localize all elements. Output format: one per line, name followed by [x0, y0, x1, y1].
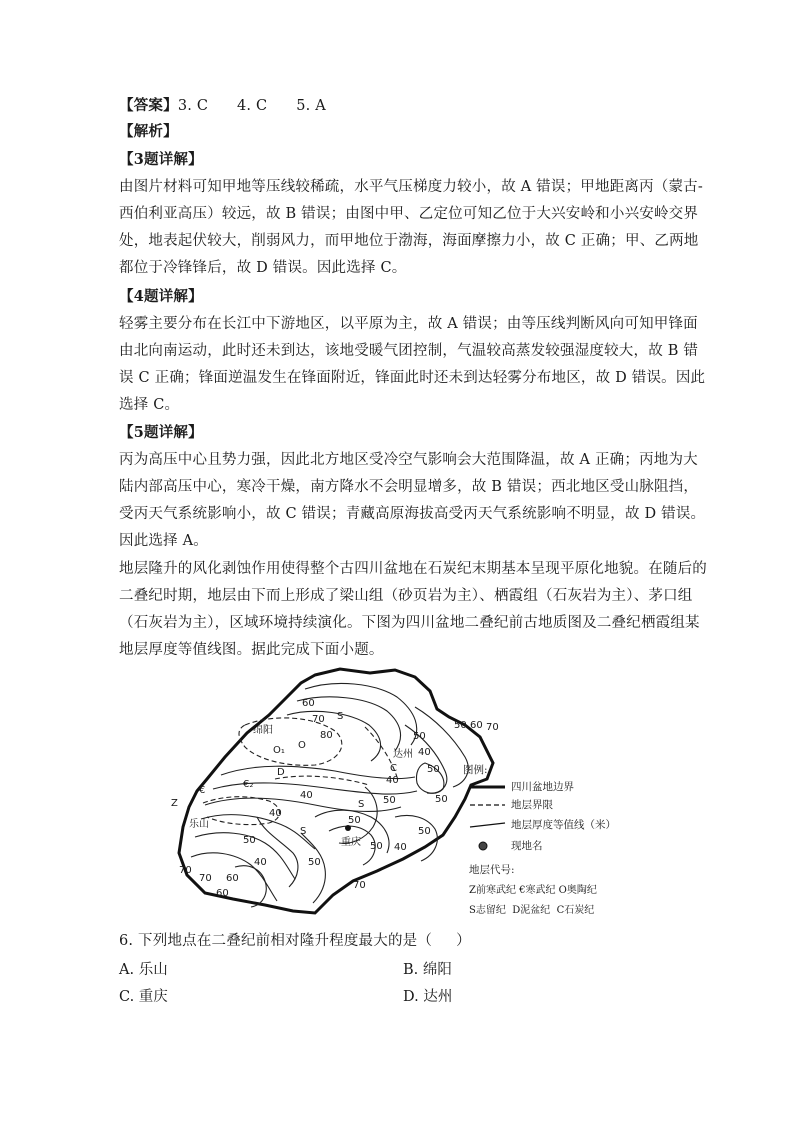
- contour-label: 50: [427, 764, 440, 775]
- contour-label: €: [199, 785, 206, 796]
- q3-line-1: 由图片材料可知甲地等压线较稀疏，水平气压梯度力较小，故 A 错误；甲地距离丙（蒙古-: [119, 179, 703, 195]
- contour-label: S: [300, 826, 307, 837]
- contour-label: D: [277, 767, 285, 778]
- contour-label: 50: [413, 731, 426, 742]
- q3-line-2: 西伯利亚高压）较远，故 B 错误；由图中甲、乙定位可知乙位于大兴安岭和小兴安岭交界: [119, 206, 699, 222]
- q5-line-3: 受丙天气系统影响小，故 C 错误；青藏高原海拔高受丙天气系统影响不明显，故 D 错误。: [119, 506, 706, 522]
- place-leshan: 乐山: [189, 819, 209, 830]
- q5-label: 【5题详解】: [119, 424, 203, 441]
- q3-line-4: 都位于冷锋锋后，故 D 错误。因此选择 C。: [119, 260, 407, 276]
- answer-values: 3. C 4. C 5. A: [177, 98, 326, 114]
- q4-label: 【4题详解】: [119, 288, 203, 305]
- q4-line-3: 误 C 正确；锋面逆温发生在锋面附近，锋面此时还未到达轻雾分布地区，故 D 错误。因此: [119, 370, 706, 386]
- place-chongqing: 重庆: [341, 837, 361, 848]
- q5-line-4: 因此选择 A。: [119, 533, 208, 549]
- contour-label: 60: [470, 720, 483, 731]
- legend-title: 图例:: [463, 764, 488, 776]
- contour-label: 40: [269, 808, 282, 819]
- legend-codes-row2: S志留纪 D泥盆纪 C石炭纪: [469, 905, 595, 916]
- contour-label: 50: [383, 795, 396, 806]
- q4-line-4: 选择 C。: [119, 397, 180, 413]
- contour-label: O: [298, 740, 306, 751]
- contour-label: 50: [243, 835, 256, 846]
- contour-label: 40: [254, 857, 267, 868]
- q3-label: 【3题详解】: [119, 151, 203, 168]
- legend-item-place: 现地名: [511, 840, 543, 852]
- contour-label: 60: [216, 888, 229, 899]
- contour-label: S: [358, 799, 365, 810]
- contour-label: 60: [302, 698, 315, 709]
- q4-line-2: 由北向南运动，此时还未到达，该地受暖气团控制，气温较高蒸发较强湿度较大，故 B 错: [119, 343, 699, 359]
- place-dazhou: 达州: [393, 749, 413, 760]
- contour-label: 50: [348, 815, 361, 826]
- q5-line-2: 陆内部高压中心，寒冷干燥，南方降水不会明显增多，故 B 错误；西北地区受山脉阻挡，: [119, 479, 699, 495]
- contour-label: 50: [418, 826, 431, 837]
- contour-label: Z: [171, 798, 178, 809]
- contour-label: 40: [300, 790, 313, 801]
- contour-label: 40: [418, 747, 431, 758]
- contour-label: C: [390, 763, 397, 774]
- legend-code-title: 地层代号:: [469, 864, 515, 876]
- analysis-label: 【解析】: [119, 123, 178, 140]
- contour-label: 50: [370, 841, 383, 852]
- contour-label: S: [337, 711, 344, 722]
- contour-label: 70: [312, 714, 325, 725]
- sichuan-basin-map: [165, 667, 635, 923]
- contour-label: 50: [308, 857, 321, 868]
- contour-label: 40: [386, 775, 399, 786]
- contour-label: 50: [454, 720, 467, 731]
- q3-line-3: 处，地表起伏较大，削弱风力，而甲地位于渤海，海面摩擦力小，故 C 正确；甲、乙两地: [119, 233, 699, 249]
- contour-label: 40: [394, 842, 407, 853]
- answer-label: 【答案】: [119, 97, 178, 114]
- material-line-1: 地层隆升的风化剥蚀作用使得整个古四川盆地在石炭纪末期基本呈现平原化地貌。在随后的: [119, 561, 707, 577]
- contour-label: 80: [320, 730, 333, 741]
- material-line-2: 二叠纪时期，地层由下而上形成了梁山组（砂页岩为主）、栖霞组（石灰岩为主）、茅口组: [119, 588, 693, 604]
- q6-option-a[interactable]: A. 乐山: [119, 962, 168, 978]
- contour-label: 70: [353, 880, 366, 891]
- legend-codes-row1: Z前寒武纪 €寒武纪 O奥陶纪: [469, 885, 597, 896]
- answer-line: [119, 96, 679, 116]
- material-line-4: 地层厚度等值线图。据此完成下面小题。: [119, 642, 384, 658]
- place-mianyang: 绵阳: [253, 725, 273, 736]
- contour-label: 60: [226, 873, 239, 884]
- contour-label: 70: [199, 873, 212, 884]
- legend-item-contour: 地层厚度等值线（米）: [511, 819, 616, 831]
- q6-option-d[interactable]: D. 达州: [403, 989, 453, 1005]
- q5-line-1: 丙为高压中心且势力强，因此北方地区受冷空气影响会大范围降温，故 A 正确；丙地为大: [119, 452, 698, 468]
- contour-label: O₁: [273, 745, 285, 756]
- q6-option-c[interactable]: C. 重庆: [119, 989, 168, 1005]
- legend-item-stratum: 地层界限: [511, 799, 553, 811]
- q4-line-1: 轻雾主要分布在长江中下游地区，以平原为主，故 A 错误；由等压线判断风向可知甲锋面: [119, 316, 698, 332]
- q6-stem: 6. 下列地点在二叠纪前相对隆升程度最大的是（ ）: [119, 933, 471, 949]
- legend-item-boundary: 四川盆地边界: [511, 781, 574, 793]
- contour-label: 70: [486, 722, 499, 733]
- contour-label: 50: [435, 794, 448, 805]
- material-line-3: （石灰岩为主），区域环境持续演化。下图为四川盆地二叠纪前古地质图及二叠纪栖霞组某: [119, 615, 700, 631]
- contour-label: €₂: [243, 779, 254, 790]
- q6-option-b[interactable]: B. 绵阳: [403, 962, 452, 978]
- contour-label: 70: [179, 865, 192, 876]
